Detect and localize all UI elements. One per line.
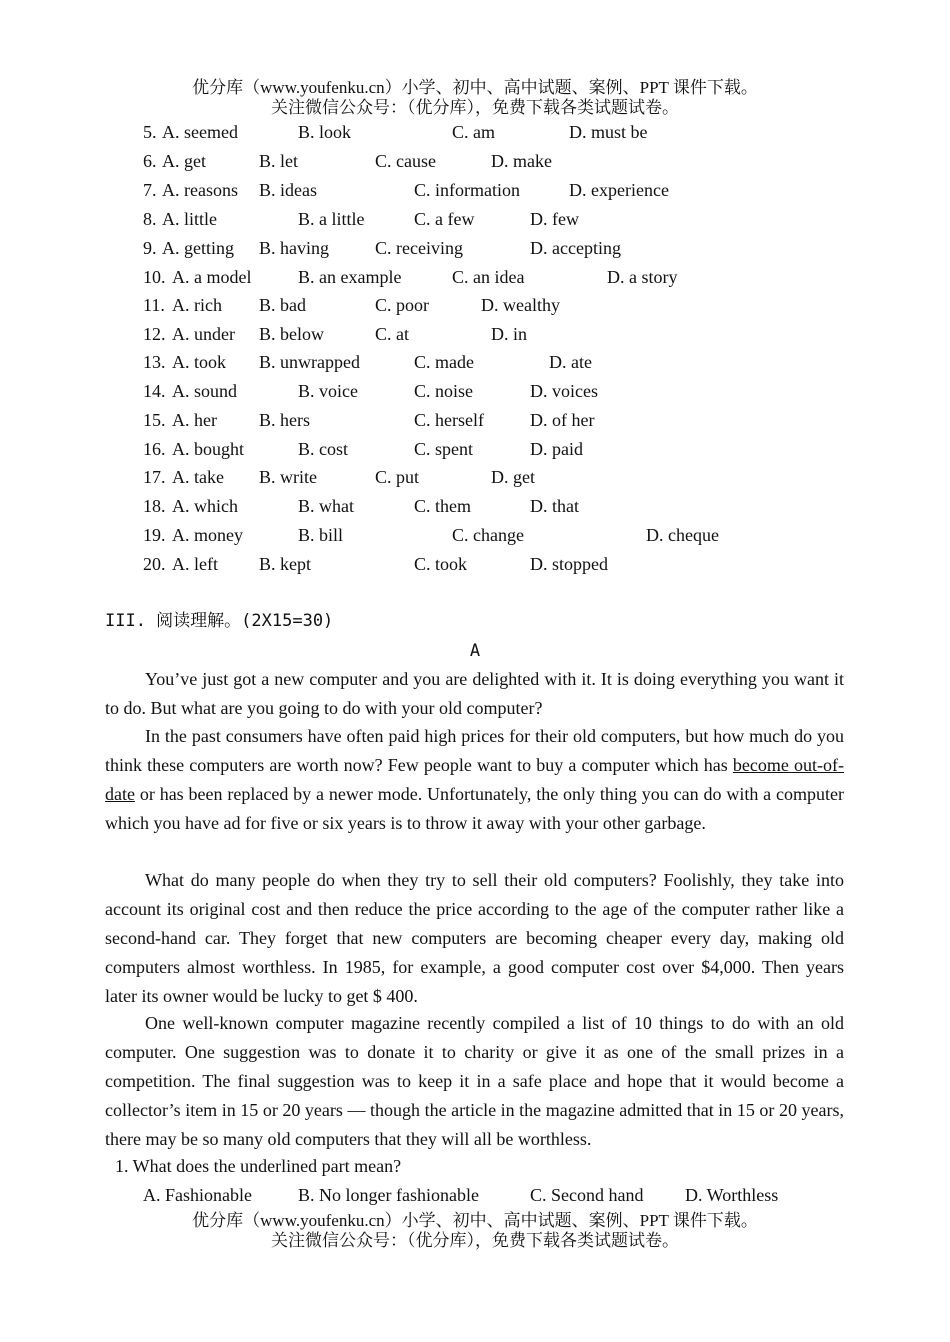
paragraph-text: In the past consumers have often paid high prices for their old computers, but how much do you think these computers are worth now? Few people want to buy a computer which has xyxy=(105,726,844,775)
paragraph-text: or has been replaced by a newer mode. Unfortunately, the only thing you can do with a computer which you have ad for five or six years is to throw it away with your other garbage. xyxy=(105,783,844,833)
option-b: B. an example xyxy=(298,267,402,287)
option-b: B. voice xyxy=(298,381,358,401)
option-c: C. information xyxy=(414,180,520,200)
option-b: B. let xyxy=(259,151,298,171)
option-b: B. bill xyxy=(298,525,344,545)
option-c: C. change xyxy=(452,525,524,545)
option-c: C. at xyxy=(375,324,409,344)
option-c: C. receiving xyxy=(375,238,463,258)
option-c: C. am xyxy=(452,122,495,142)
option-b: B. cost xyxy=(298,439,349,459)
option-c: C. took xyxy=(414,554,468,574)
option-a: A. sound xyxy=(172,381,238,401)
option-c: C. them xyxy=(414,496,471,516)
option-b: B. having xyxy=(259,238,329,258)
option-b: B. hers xyxy=(259,410,310,430)
question-number: 19. xyxy=(143,525,166,545)
question-number: 18. xyxy=(143,496,166,516)
option-c: C. a few xyxy=(414,209,475,229)
option-c: C. noise xyxy=(414,381,474,401)
option-a: A. Fashionable xyxy=(143,1185,252,1205)
option-d: D. get xyxy=(491,467,535,487)
header-line-2: 关注微信公众号：（优分库），免费下载各类试题试卷。 xyxy=(271,98,679,117)
passage-paragraph: One well-known computer magazine recently compiled a list of 10 things to do with an old computer. One suggestion was to donate it to charity or give it as one of the small prizes in a competition. The final suggestion was to keep it in a safe place and hope that it would become a collector’s item in 15 or 20 years — though the article in the magazine admitted that in 15 or 20 years, there may be so many old computers that they will all be worthless. xyxy=(105,1013,844,1149)
question-number: 14. xyxy=(143,381,166,401)
option-b: B. kept xyxy=(259,554,311,574)
option-d: D. accepting xyxy=(530,238,621,258)
option-a: A. reasons xyxy=(162,180,238,200)
option-a: A. little xyxy=(162,209,217,229)
option-d: D. make xyxy=(491,151,552,171)
passage-paragraph: What do many people do when they try to sell their old computers? Foolishly, they take into account its original cost and then reduce the price according to the age of the computer rather like a second-hand car. They forget that new computers are becoming cheaper every day, making old computers almost worthless. In 1985, for example, a good computer cost over $4,000. Then years later its owner would be lucky to get $ 400. xyxy=(105,870,844,1006)
option-a: A. which xyxy=(172,496,238,516)
option-b: B. ideas xyxy=(259,180,317,200)
question-number: 17. xyxy=(143,467,166,487)
question-number: 6. xyxy=(143,151,157,171)
header-line-1: 优分库（www.youfenku.cn）小学、初中、高中试题、案例、PPT 课件下载。 xyxy=(192,78,758,97)
option-a: A. her xyxy=(172,410,217,430)
option-d: D. must be xyxy=(569,122,648,142)
question-number: 10. xyxy=(143,267,166,287)
option-c: C. Second hand xyxy=(530,1185,644,1205)
option-a: A. money xyxy=(172,525,243,545)
passage-paragraph: You’ve just got a new computer and you are delighted with it. It is doing everything you want it to do. But what are you going to do with your old computer? xyxy=(105,669,844,718)
option-d: D. cheque xyxy=(646,525,719,545)
option-c: C. spent xyxy=(414,439,474,459)
question-stem: 1. What does the underlined part mean? xyxy=(115,1156,402,1176)
option-b: B. No longer fashionable xyxy=(298,1185,479,1205)
question-number: 5. xyxy=(143,122,157,142)
option-c: C. cause xyxy=(375,151,436,171)
option-d: D. voices xyxy=(530,381,598,401)
option-a: A. rich xyxy=(172,295,222,315)
option-b: B. bad xyxy=(259,295,306,315)
option-c: C. made xyxy=(414,352,474,372)
option-c: C. herself xyxy=(414,410,484,430)
option-c: C. put xyxy=(375,467,420,487)
question-number: 16. xyxy=(143,439,166,459)
footer-line-2: 关注微信公众号：（优分库），免费下载各类试题试卷。 xyxy=(271,1231,679,1250)
option-b: B. what xyxy=(298,496,354,516)
option-d: D. in xyxy=(491,324,527,344)
question-number: 7. xyxy=(143,180,157,200)
option-b: B. below xyxy=(259,324,324,344)
option-d: D. that xyxy=(530,496,579,516)
option-a: A. a model xyxy=(172,267,252,287)
option-d: D. experience xyxy=(569,180,669,200)
section-title: III. 阅读理解。(2X15=30) xyxy=(105,611,334,631)
option-a: A. getting xyxy=(162,238,234,258)
option-b: B. unwrapped xyxy=(259,352,360,372)
option-d: D. paid xyxy=(530,439,583,459)
question-number: 12. xyxy=(143,324,166,344)
option-b: B. write xyxy=(259,467,317,487)
option-d: D. of her xyxy=(530,410,595,430)
option-a: A. bought xyxy=(172,439,244,459)
option-a: A. take xyxy=(172,467,224,487)
passage-paragraph xyxy=(105,722,844,838)
question-number: 20. xyxy=(143,554,166,574)
option-d: D. few xyxy=(530,209,579,229)
footer-line-1: 优分库（www.youfenku.cn）小学、初中、高中试题、案例、PPT 课件下载。 xyxy=(192,1211,758,1230)
option-a: A. seemed xyxy=(162,122,238,142)
option-b: B. a little xyxy=(298,209,365,229)
option-d: D. wealthy xyxy=(481,295,560,315)
option-b: B. look xyxy=(298,122,352,142)
question-number: 9. xyxy=(143,238,157,258)
option-c: C. an idea xyxy=(452,267,525,287)
question-number: 13. xyxy=(143,352,166,372)
option-a: A. under xyxy=(172,324,235,344)
question-number: 11. xyxy=(143,295,165,315)
question-number: 8. xyxy=(143,209,157,229)
option-d: D. a story xyxy=(607,267,678,287)
option-c: C. poor xyxy=(375,295,429,315)
option-d: D. stopped xyxy=(530,554,608,574)
passage-label: A xyxy=(469,641,481,661)
option-d: D. ate xyxy=(549,352,592,372)
option-a: A. left xyxy=(172,554,218,574)
question-number: 15. xyxy=(143,410,166,430)
option-a: A. get xyxy=(162,151,206,171)
option-a: A. took xyxy=(172,352,226,372)
option-d: D. Worthless xyxy=(685,1185,779,1205)
underlined-phrase: become out-of-date xyxy=(105,754,844,804)
